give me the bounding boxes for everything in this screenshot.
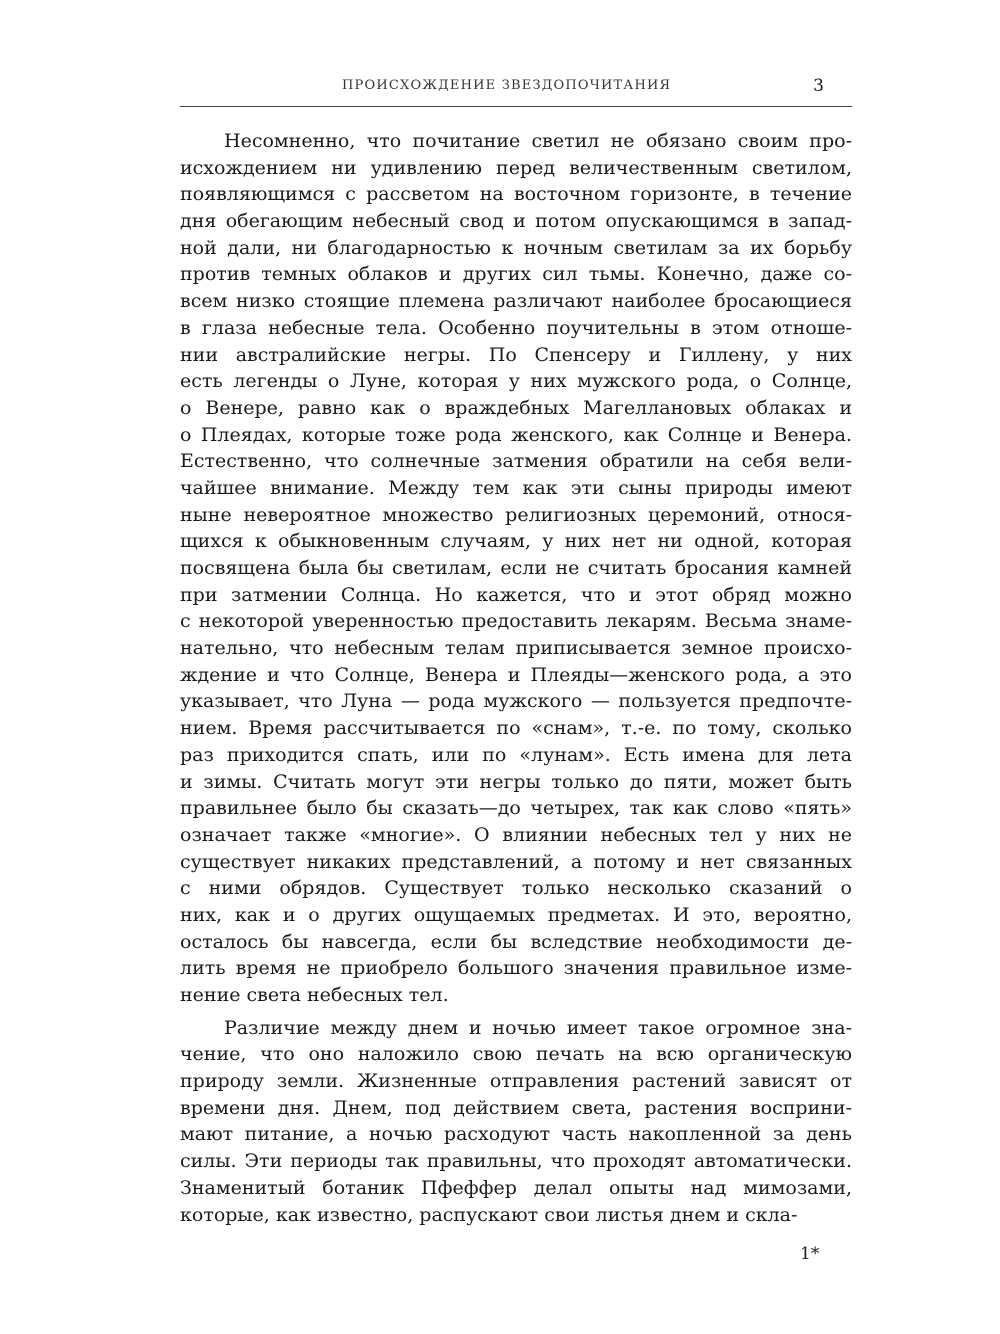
text-line: нение света небесных тел. [180,984,449,1006]
text-line: с ними обрядов. Существует только несколько сказаний о [180,877,852,900]
text-line: чение, что оно наложило свою печать на всю органическую [180,1043,852,1066]
text-line: осталось бы навсегда, если бы вследствие необходимости де- [180,930,852,953]
paragraph [180,1015,852,1229]
text-line: лить время не приобрело большого значения правильное изме- [180,957,852,980]
text-line: существует никаких представлений, а потому и нет связанных [180,850,852,873]
text-line: времени дня. Днем, под действием света, растения восприни- [180,1096,852,1119]
header-rule [180,106,852,107]
running-head [180,78,852,100]
text-line: нательно, что небесным телам приписывается земное происхо- [180,637,852,660]
text-line: силы. Эти периоды так правильны, что проходят автоматически. [180,1150,852,1173]
text-line: ныне невероятное множество религиозных церемоний, относя- [180,503,852,526]
text-line: мают питание, а ночью расходуют часть накопленной за день [180,1123,852,1146]
text-line: с некоторой уверенностью предоставить лекарям. Весьма знаме- [180,610,852,633]
text-line: них, как и о других ощущаемых предметах. И это, вероятно, [180,903,852,926]
text-line: о Венере, равно как о враждебных Магеллановых облаках и [180,396,852,419]
text-line: ждение и что Солнце, Венера и Плеяды—женского рода, а это [180,663,852,686]
page-number: 3 [813,76,824,96]
text-line: указывает, что Луна — рода мужского — пользуется предпочте- [180,690,852,713]
text-line: есть легенды о Луне, которая у них мужского рода, о Солнце, [180,370,852,393]
body-text [180,128,852,1228]
text-line: в глаза небесные тела. Особенно поучительны в этом отноше- [180,316,852,339]
text-line: которые, как известно, распускают свои листья днем и скла- [180,1203,798,1226]
text-line: исхождением ни удивлению перед величественным светилом, [180,156,852,179]
text-line: посвящена была бы светилам, если не считать бросания камней [180,557,852,579]
text-line: раз приходится спать, или по «лунам». Есть имена для лета [180,743,852,766]
text-line: щихся к обыкновенным случаям, у них нет ни одной, которая [180,530,852,553]
text-line: Знаменитый ботаник Пфеффер делал опыты над мимозами, [180,1176,852,1199]
running-title: ПРОИСХОЖДЕНИЕ ЗВЕЗДОПОЧИТАНИЯ [342,78,672,93]
text-line: при затмении Солнца. Но кажется, что и этот обряд можно [180,583,852,606]
text-line: дня обегающим небесный свод и потом опускающимся в запад- [180,210,852,233]
text-line: природу земли. Жизненные отправления растений зависят от [180,1070,852,1093]
text-line: всем низко стоящие племена различают наиболее бросающиеся [180,290,852,313]
signature-mark: 1* [800,1244,820,1264]
text-line: Различие между днем и ночью имеет такое огромное зна- [224,1016,852,1039]
text-line: правильнее было бы сказать—до четырех, так как слово «пять» [180,797,852,820]
text-line: появляющимся с рассветом на восточном горизонте, в течение [180,183,852,206]
text-line: Естественно, что солнечные затмения обратили на себя вели- [180,450,852,473]
text-line: против темных облаков и других сил тьмы. Конечно, даже со- [180,263,852,286]
text-line: ной дали, ни благодарностью к ночным светилам за их борьбу [180,236,852,259]
text-line: нием. Время рассчитывается по «снам», т.-е. по тому, сколько [180,717,852,740]
text-line: Несомненно, что почитание светил не обязано своим про- [224,130,852,152]
text-line: и зимы. Считать могут эти негры только до пяти, может быть [180,770,852,793]
paragraph [180,128,852,1009]
text-line: чайшее внимание. Между тем как эти сыны природы имеют [180,476,852,499]
text-line: означает также «многие». О влиянии небесных тел у них не [180,823,852,846]
text-line: о Плеядах, которые тоже рода женского, как Солнце и Венера. [180,423,852,446]
text-line: нии австралийские негры. По Спенсеру и Гиллену, у них [180,343,852,366]
